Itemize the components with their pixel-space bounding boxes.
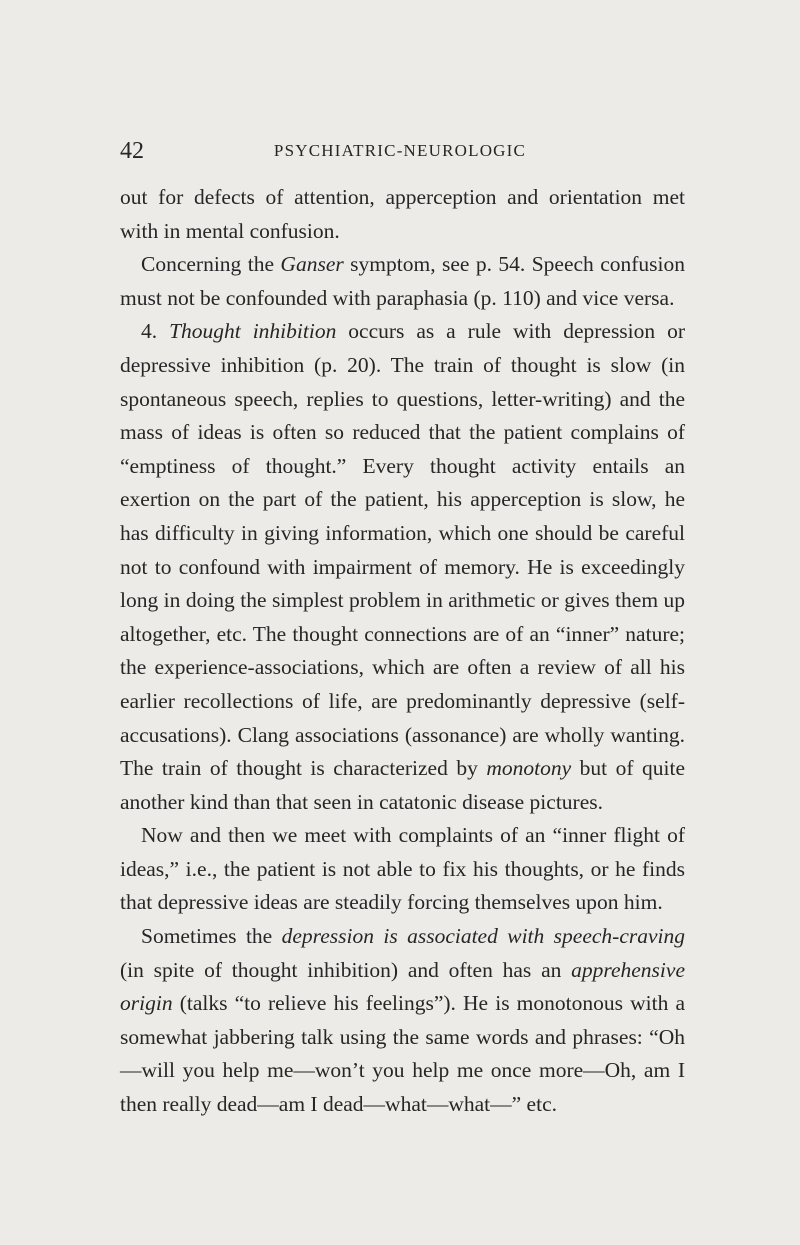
paragraph-speech-craving	[120, 920, 685, 1122]
text-segment: 4.	[141, 319, 170, 344]
page-header	[120, 136, 680, 166]
paragraph-inner-flight	[120, 819, 685, 920]
running-head: PSYCHIATRIC-NEUROLOGIC	[273, 141, 527, 160]
italic-term: depression is associated with speech-craving	[281, 924, 685, 949]
text-segment: symptom, see p. 54. Speech confusion must not be confounded with paraphasia (p. 110) and vice versa.	[120, 252, 685, 310]
page-number: 42	[120, 138, 144, 164]
text-segment: out for defects of attention, apperception and orientation met with in mental confusion.	[120, 185, 685, 243]
italic-term: Ganser	[280, 252, 344, 277]
text-segment: but of quite another kind than that seen in catatonic disease pictures.	[120, 756, 685, 814]
text-segment: (in spite of thought inhibition) and often has an	[120, 957, 572, 982]
paragraph-continuation	[120, 181, 685, 248]
italic-term: apprehensive origin	[120, 957, 685, 1016]
text-segment: occurs as a rule with depression or depressive inhibition (p. 20). The train of thought is slow (in spontaneous speech, replies to questions, letter-writing) and the mass of ideas is often so reduced that the patient complains of “emptiness of thought.” Every thought activity entails an exertion on the part of the patient, his apperception is slow, he has difficulty in giving information, which one should be careful not to confound with impairment of memory. He is exceedingly long in doing the simplest problem in arithmetic or gives them up altogether, etc. The thought connections are of an “inner” nature; the experience-associations, which are often a review of all his earlier recollections of life, are predominantly depressive (self-accusations). Clang associations (assonance) are wholly wanting. The train of thought is characterized by	[120, 319, 686, 781]
text-segment: (talks “to relieve his feelings”). He is monotonous with a somewhat jabbering talk using the same words and phrases: “Oh—will you help me—won’t you help me once more—Oh, am I then really dead—am I dead—what—what—” etc.	[120, 991, 685, 1117]
paragraph-thought-inhibition	[120, 315, 685, 819]
paragraph-ganser	[120, 248, 685, 315]
body-text	[120, 181, 685, 1122]
italic-term: Thought inhibition	[169, 319, 337, 344]
italic-term: monotony	[486, 756, 572, 781]
text-segment: Sometimes the	[141, 924, 282, 949]
text-segment: Concerning the	[141, 252, 281, 277]
text-segment: Now and then we meet with complaints of an “inner flight of ideas,” i.e., the patient is not able to fix his thoughts, or he finds that depressive ideas are steadily forcing themselves upon him.	[120, 823, 685, 915]
